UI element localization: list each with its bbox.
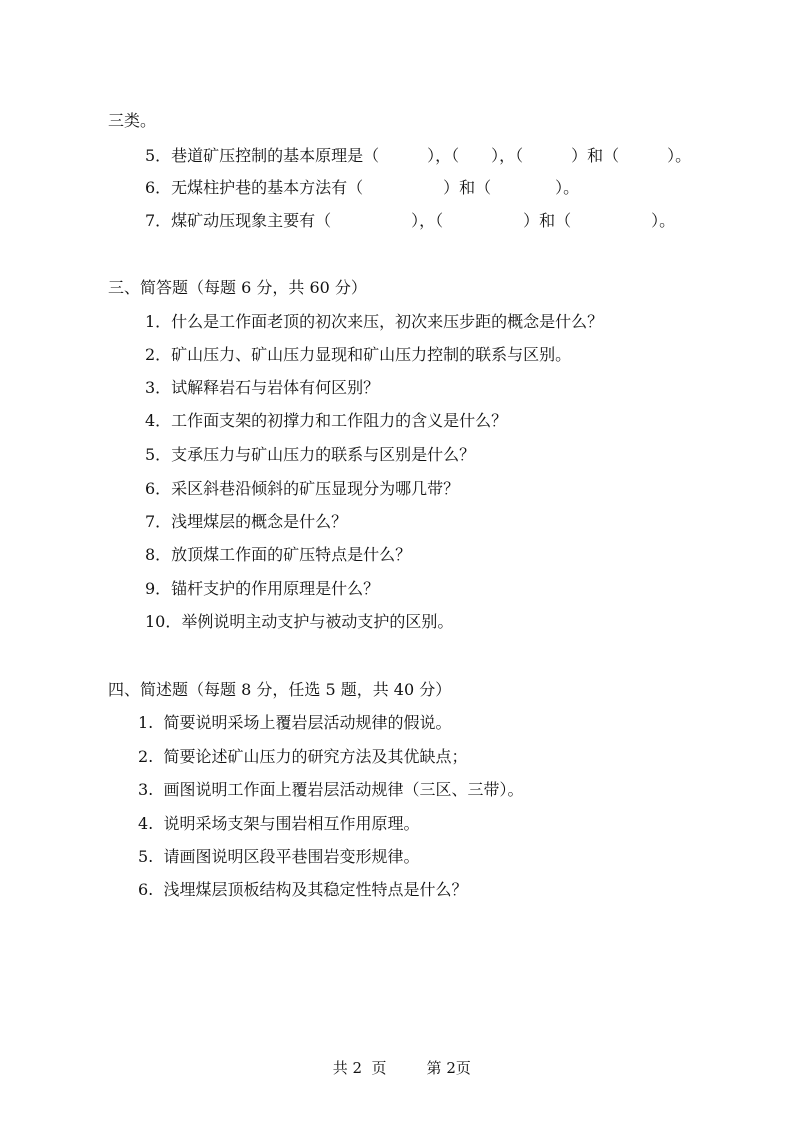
fill-blank-item-7: 7．煤矿动压现象主要有（ ），（ ）和（ ）。: [145, 211, 676, 230]
section3-question-3: 3．试解释岩石与岩体有何区别？: [145, 378, 380, 397]
section3-question-8: 8．放顶煤工作面的矿压特点是什么？: [145, 545, 412, 564]
section4-question-4: 4. 说明采场支架与围岩相互作用原理。: [138, 814, 420, 833]
section3-heading: 三、简答题（每题 6 分，共 60 分）: [108, 278, 367, 297]
page-footer: [0, 1038, 794, 1078]
section4-question-1: 1. 简要说明采场上覆岩层活动规律的假说。: [138, 713, 452, 732]
section3-question-10: 10．举例说明主动支护与被动支护的区别。: [145, 612, 454, 631]
section3-question-6: 6．采区斜巷沿倾斜的矿压显现分为哪几带？: [145, 479, 460, 498]
section4-question-3: 3. 画图说明工作面上覆岩层活动规律（三区、三带）。: [138, 780, 524, 799]
section3-question-9: 9．锚杆支护的作用原理是什么？: [145, 579, 380, 598]
current-page: 第 2页: [426, 1059, 471, 1077]
section3-question-4: 4．工作面支架的初撑力和工作阻力的含义是什么？: [145, 411, 508, 430]
total-pages: 共 2 页: [332, 1059, 387, 1077]
fill-blank-item-5: 5．巷道矿压控制的基本原理是（ ），（ ），（ ）和（ ）。: [145, 146, 692, 165]
fill-blank-item-6: 6．无煤柱护巷的基本方法有（ ）和（ ）。: [145, 178, 580, 197]
continuation-text: 三类。: [108, 111, 157, 130]
section3-question-7: 7．浅埋煤层的概念是什么？: [145, 512, 348, 531]
section4-question-2: 2. 简要论述矿山压力的研究方法及其优缺点；: [138, 747, 468, 766]
section3-question-1: 1．什么是工作面老顶的初次来压，初次来压步距的概念是什么？: [145, 312, 604, 331]
section4-heading: 四、简述题（每题 8 分，任选 5 题，共 40 分）: [108, 680, 452, 699]
section4-question-6: 6. 浅埋煤层顶板结构及其稳定性特点是什么？: [138, 880, 468, 899]
section4-question-5: 5. 请画图说明区段平巷围岩变形规律。: [138, 847, 420, 866]
section3-question-2: 2．矿山压力、矿山压力显现和矿山压力控制的联系与区别。: [145, 345, 572, 364]
section3-question-5: 5．支承压力与矿山压力的联系与区别是什么？: [145, 445, 476, 464]
